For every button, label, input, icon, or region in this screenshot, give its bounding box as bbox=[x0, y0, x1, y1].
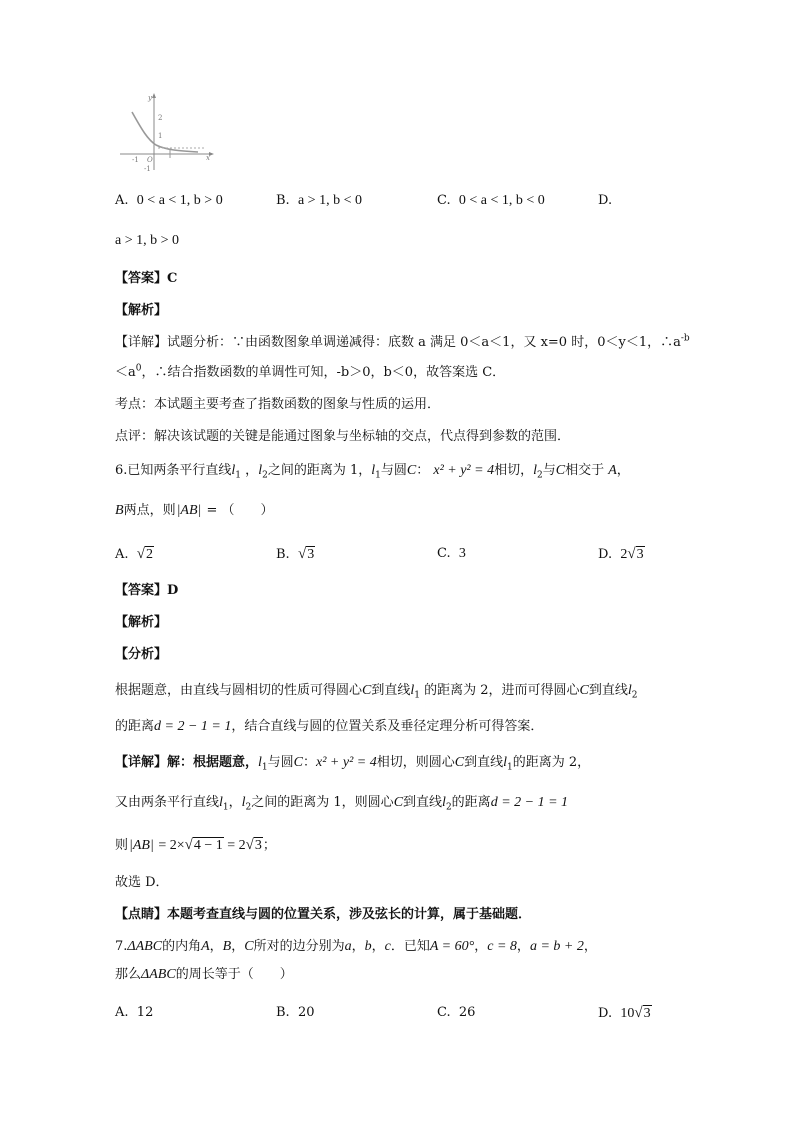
label-tick-neg1-y: -1 bbox=[144, 165, 151, 173]
label-tick-1: 1 bbox=[158, 132, 163, 140]
label-tick-neg1: -1 bbox=[132, 156, 139, 164]
curve bbox=[132, 112, 198, 152]
q6-detail-line-2: 又由两条平行直线$l_1$，$l_2$之间的距离为 1，则圆心C到直线$l_2$的距离d = 2 − 1 = 1 bbox=[115, 795, 569, 813]
q5-detail-line-2: $<a^0$，∴结合指数函数的单调性可知，-b＞0，b＜0，故答案选 C． bbox=[115, 363, 506, 380]
q6-dianjing: 【点睛】本题考查直线与圆的位置关系，涉及弦长的计算，属于基础题． bbox=[115, 907, 532, 922]
q6-fenxi-line-2: 的距离d = 2 − 1 = 1，结合直线与圆的位置关系及垂径定理分析可得答案． bbox=[115, 719, 544, 734]
q6-analysis-heading: 【解析】 bbox=[115, 615, 168, 630]
label-y: y bbox=[148, 94, 152, 102]
label-x: x bbox=[206, 154, 210, 162]
q6-detail-line-1: 【详解】解：根据题意，$l_1$与圆C：x² + y² = 4相切，则圆心C到直线$l_1$的距离为 2， bbox=[115, 755, 591, 773]
q5-option-c[interactable]: C. 0 < a < 1, b < 0 bbox=[437, 193, 545, 208]
q7-option-c[interactable]: C. 26 bbox=[437, 1005, 476, 1020]
q6-guxuan: 故选 D． bbox=[115, 875, 169, 890]
q5-option-a[interactable]: A. 0 < a < 1, b > 0 bbox=[115, 193, 223, 208]
q6-option-d[interactable]: D. 2√3 bbox=[598, 546, 644, 562]
q7-option-a[interactable]: A. 12 bbox=[115, 1005, 154, 1020]
q5-detail-line-1: 【详解】试题分析：∵由函数图象单调递减得：底数 a 满足 0＜a＜1，又 x=0 时，0＜y＜1，$\therefore a^{-b}$ bbox=[115, 333, 690, 350]
q6-fenxi-line-1: 根据题意，由直线与圆相切的性质可得圆心C到直线$l_1$ 的距离为 2，进而可得圆心C到直线$l_2$ bbox=[115, 683, 638, 701]
q7-option-b[interactable]: B. 20 bbox=[276, 1005, 315, 1020]
q5-dianping: 点评：解决该试题的关键是能通过图象与坐标轴的交点，代点得到参数的范围． bbox=[115, 429, 571, 444]
q6-answer: 【答案】D bbox=[115, 583, 179, 598]
q5-answer: 【答案】C bbox=[115, 271, 178, 286]
q6-fenxi-heading: 【分析】 bbox=[115, 647, 168, 662]
q5-option-d-value: a > 1, b > 0 bbox=[115, 233, 180, 248]
q6-question-line-2: B两点，则|AB| = （ ） bbox=[115, 503, 274, 518]
q6-question-line-1: 6.已知两条平行直线$l_1$ ，$l_2$之间的距离为 1，$l_1$与圆C： x² + y² = 4相切，$l_2$与C相交于 A， bbox=[115, 463, 630, 481]
q5-kaodian: 考点：本试题主要考查了指数函数的图象与性质的运用． bbox=[115, 397, 441, 412]
q5-option-d-label[interactable]: D. bbox=[598, 193, 613, 208]
label-tick-2: 2 bbox=[158, 114, 163, 122]
y-axis-arrow bbox=[152, 93, 156, 98]
q6-option-a[interactable]: A. √2 bbox=[115, 546, 154, 562]
exponential-graph-figure bbox=[118, 90, 218, 175]
q7-question-line-2: 那么ΔABC的周长等于（ ） bbox=[115, 967, 293, 982]
q6-option-c[interactable]: C. 3 bbox=[437, 546, 466, 561]
q5-analysis-heading: 【解析】 bbox=[115, 303, 168, 318]
q5-option-b[interactable]: B. a > 1, b < 0 bbox=[276, 193, 362, 208]
q6-detail-line-3: 则|AB| = 2×√4 − 1 = 2√3； bbox=[115, 837, 276, 853]
q7-question-line-1: 7.ΔABC的内角A，B，C所对的边分别为a，b，c．已知A = 60°，c = 8，a = b + 2， bbox=[115, 939, 597, 954]
label-origin: O bbox=[147, 156, 153, 164]
q6-option-b[interactable]: B. √3 bbox=[276, 546, 315, 562]
q7-option-d[interactable]: D. 10√3 bbox=[598, 1005, 651, 1021]
